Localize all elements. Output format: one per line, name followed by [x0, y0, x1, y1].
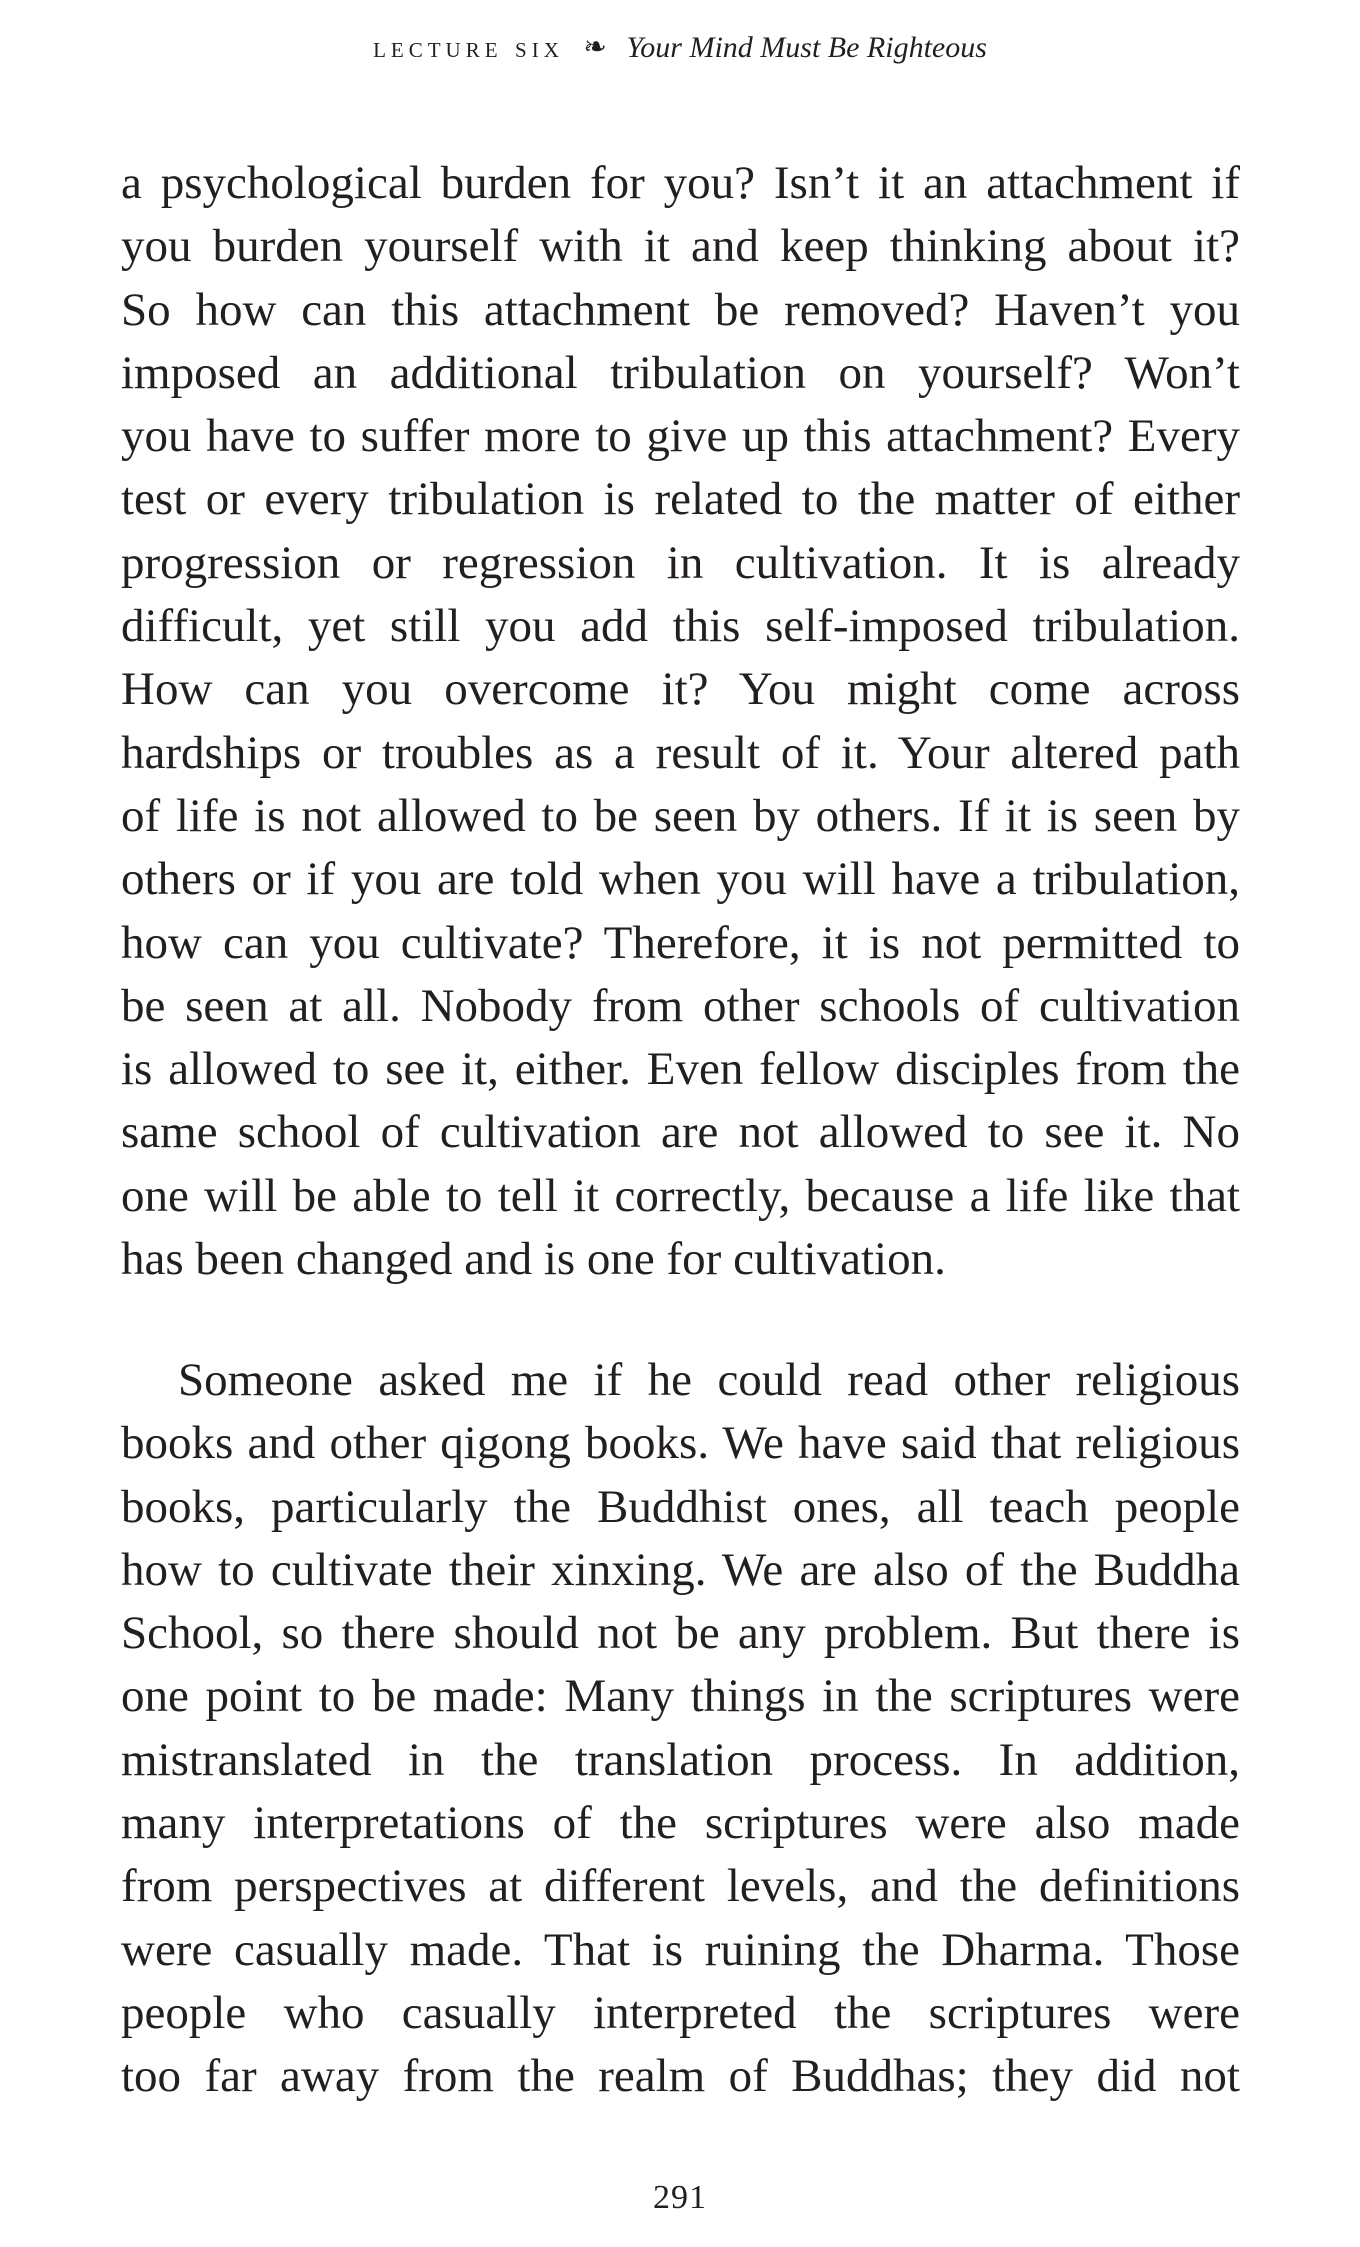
- paragraph-2: [121, 1349, 1240, 2109]
- paragraph-1: [121, 152, 1240, 1291]
- text-line: you burden yourself with it and keep thinking about it?: [121, 220, 1240, 273]
- text-line: be seen at all. Nobody from other schools of cultivation: [121, 979, 1240, 1032]
- text-line: of life is not allowed to be seen by others. If it is seen by: [121, 789, 1240, 842]
- text-line: one point to be made: Many things in the scriptures were: [121, 1670, 1240, 1723]
- text-line: you have to suffer more to give up this attachment? Every: [121, 410, 1240, 463]
- text-line: from perspectives at different levels, and the definitions: [121, 1860, 1240, 1913]
- text-line: How can you overcome it? You might come across: [121, 663, 1240, 716]
- lecture-label: lecture six: [373, 31, 564, 64]
- text-line: difficult, yet still you add this self-imposed tribulation.: [121, 600, 1240, 653]
- text-line: too far away from the realm of Buddhas; they did not: [121, 2050, 1240, 2103]
- text-line: Someone asked me if he could read other religious: [178, 1354, 1240, 1406]
- text-line: mistranslated in the translation process. In addition,: [121, 1733, 1240, 1786]
- text-line: were casually made. That is ruining the Dharma. Those: [121, 1923, 1240, 1976]
- page-number: 291: [653, 2179, 707, 2216]
- text-line: So how can this attachment be removed? Haven’t you: [121, 283, 1240, 336]
- running-head: [0, 30, 1360, 66]
- text-line: books and other qigong books. We have said that religious: [121, 1417, 1240, 1470]
- text-line: books, particularly the Buddhist ones, all teach people: [121, 1480, 1240, 1533]
- text-line: is allowed to see it, either. Even fellow disciples from the: [121, 1043, 1240, 1096]
- text-line: one will be able to tell it correctly, because a life like that: [121, 1169, 1240, 1222]
- text-line: people who casually interpreted the scriptures were: [121, 1986, 1240, 2039]
- text-line: progression or regression in cultivation. It is already: [121, 536, 1240, 589]
- text-line: others or if you are told when you will have a tribulation,: [121, 853, 1240, 906]
- text-line: same school of cultivation are not allowed to see it. No: [121, 1106, 1240, 1159]
- text-line: how can you cultivate? Therefore, it is not permitted to: [121, 916, 1240, 969]
- fleuron-icon: ❧: [583, 32, 607, 63]
- text-line: test or every tribulation is related to the matter of either: [121, 473, 1240, 526]
- text-line: how to cultivate their xinxing. We are also of the Buddha: [121, 1543, 1240, 1596]
- text-line: many interpretations of the scriptures were also made: [121, 1797, 1240, 1850]
- text-line: imposed an additional tribulation on yourself? Won’t: [121, 346, 1240, 399]
- text-line: hardships or troubles as a result of it. Your altered path: [121, 726, 1240, 779]
- text-line: has been changed and is one for cultivation.: [121, 1233, 946, 1286]
- text-line: School, so there should not be any problem. But there is: [121, 1607, 1240, 1660]
- text-line: a psychological burden for you? Isn’t it an attachment if: [121, 157, 1240, 209]
- chapter-title: Your Mind Must Be Righteous: [626, 31, 987, 64]
